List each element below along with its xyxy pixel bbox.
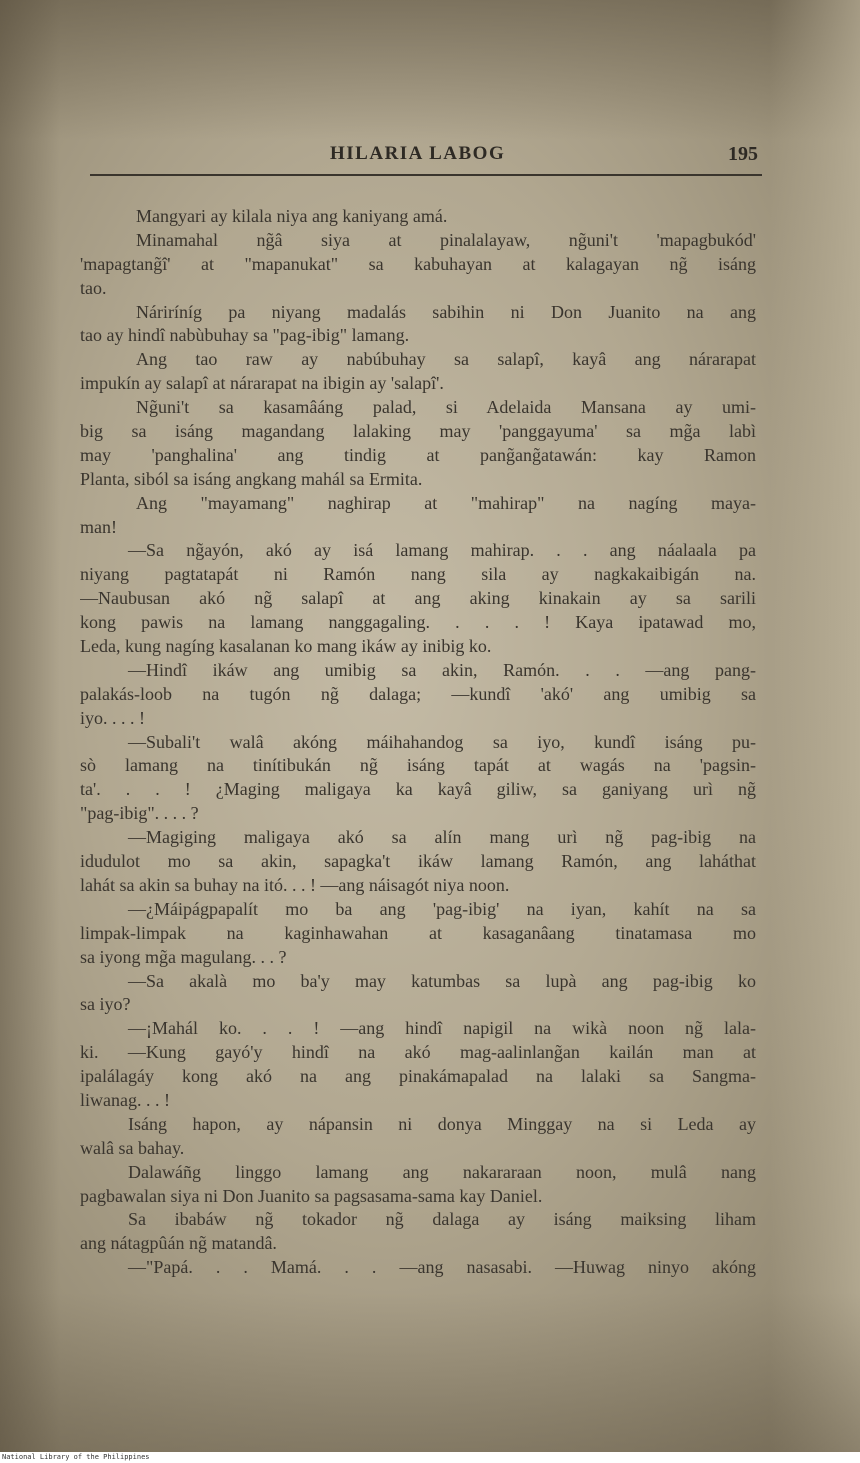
- page-number: 195: [728, 143, 758, 165]
- text-line: walâ sa bahay.: [80, 1137, 185, 1158]
- text-line: 'mapagtang̃î' at "mapanukat" sa kabuhayan at kalagayan ng̃ isáng: [80, 253, 756, 274]
- text-line: impukín ay salapî at nárarapat na ibigin ay 'salapî'.: [80, 373, 444, 394]
- text-line: —Naubusan akó ng̃ salapî at ang aking kinakain ay sa sarili: [80, 588, 756, 609]
- text-line: Mangyari ay kilala niya ang kaniyang amá.: [136, 206, 448, 226]
- text-line: —Subali't walâ akóng máihahandog sa iyo, kundî isáng pu-: [128, 731, 756, 752]
- text-line: —¡Mahál ko. . . ! —ang hindî napigil na wikà noon ng̃ lala-: [128, 1018, 756, 1039]
- text-line: Dalawáñg linggo lamang ang nakararaan noon, mulâ nang: [128, 1161, 756, 1182]
- body-text: [80, 205, 756, 1280]
- text-line: kong pawis na lamang nanggagaling. . . . ! Kaya ipatawad mo,: [80, 612, 756, 633]
- text-line: palakás-loob na tugón ng̃ dalaga; —kundî 'akó' ang umibig sa: [80, 683, 756, 704]
- text-line: —Sa akalà mo ba'y may katumbas sa lupà ang pag-ibig ko: [128, 970, 756, 991]
- text-line: man!: [80, 516, 117, 537]
- text-line: Leda, kung nagíng kasalanan ko mang ikáw ay inibig ko.: [80, 636, 492, 657]
- scan-shadow-bottom: [0, 1292, 860, 1452]
- text-line: big sa isáng magandang lalaking may 'panggayuma' sa mg̃a labì: [80, 421, 756, 442]
- text-line: ki. —Kung gayó'y hindî na akó mag-aalinlang̃an kailán man at: [80, 1042, 756, 1063]
- text-line: pagbawalan siya ni Don Juanito sa pagsasama-sama kay Daniel.: [80, 1185, 543, 1206]
- text-line: sa iyo?: [80, 994, 131, 1015]
- text-line: tao ay hindî nabùbuhay sa "pag-ibig" lamang.: [80, 325, 410, 346]
- text-line: Ang "mayamang" naghirap at "mahirap" na nagíng maya-: [136, 492, 756, 513]
- text-line: Minamahal ng̃â siya at pinalalayaw, ng̃uni't 'mapagbukód': [136, 229, 756, 250]
- text-line: ta'. . . ! ¿Maging maligaya ka kayâ giliw, sa ganiyang urì ng̃: [80, 779, 756, 800]
- text-line: idudulot mo sa akin, sapagka't ikáw lamang Ramón, ang laháthat: [80, 851, 756, 872]
- text-line: sa iyong mg̃a magulang. . . ?: [80, 946, 287, 967]
- header-rule: [90, 174, 762, 176]
- text-line: —Sa ng̃ayón, akó ay isá lamang mahirap. . . ang náalaala pa: [128, 540, 756, 561]
- text-line: "pag-ibig". . . . ?: [80, 803, 199, 824]
- text-line: lahát sa akin sa buhay na itó. . . ! —ang náisagót niya noon.: [80, 874, 510, 895]
- text-line: niyang pagtatapát ni Ramón nang sila ay nagkakaibigán na.: [80, 564, 756, 585]
- text-line: —Magiging maligaya akó sa alín mang urì ng̃ pag-ibig na: [128, 827, 756, 848]
- text-line: limpak-limpak na kaginhawahan at kasaganâang tinatamasa mo: [80, 922, 756, 943]
- scan-shadow-left: [0, 0, 60, 1452]
- text-line: —¿Máipágpapalít mo ba ang 'pag-ibig' na iyan, kahít na sa: [128, 898, 756, 919]
- text-line: Ng̃uni't sa kasamâáng palad, si Adelaida Mansana ay umi-: [136, 397, 756, 418]
- text-line: —Hindî ikáw ang umibig sa akin, Ramón. . . —ang pang-: [128, 659, 756, 680]
- text-line: liwanag. . . !: [80, 1089, 170, 1110]
- text-line: Sa ibabáw ng̃ tokador ng̃ dalaga ay isáng maiksing liham: [128, 1209, 756, 1230]
- text-line: Ang tao raw ay nabúbuhay sa salapî, kayâ ang nárarapat: [136, 349, 756, 370]
- text-line: Náriríníg pa niyang madalás sabihin ni Don Juanito na ang: [136, 301, 756, 322]
- text-line: —"Papá. . . Mamá. . . —ang nasasabi. —Huwag ninyo akóng: [128, 1257, 756, 1278]
- text-line: may 'panghalina' ang tindig at pang̃ang̃atawán: kay Ramon: [80, 444, 756, 465]
- text-line: iyo. . . . !: [80, 707, 145, 728]
- text-line: sò lamang na tinítibukán ng̃ isáng tapát at wagás na 'pagsin-: [80, 755, 756, 776]
- text-line: ang nátagpûán ng̃ matandâ.: [80, 1233, 277, 1254]
- text-line: tao.: [80, 277, 107, 298]
- footer-credit: National Library of the Philippines: [2, 1453, 150, 1461]
- text-line: Isáng hapon, ay nápansin ni donya Minggay na si Leda ay: [128, 1113, 756, 1134]
- text-line: Planta, siból sa isáng angkang mahál sa Ermita.: [80, 468, 423, 489]
- running-title: HILARIA LABOG: [330, 143, 506, 164]
- scan-shadow-top: [0, 0, 860, 140]
- scan-highlight-right: [770, 0, 860, 1452]
- text-line: ipalálagáy kong akó na ang pinakámapalad na lalaki sa Sangma-: [80, 1066, 756, 1087]
